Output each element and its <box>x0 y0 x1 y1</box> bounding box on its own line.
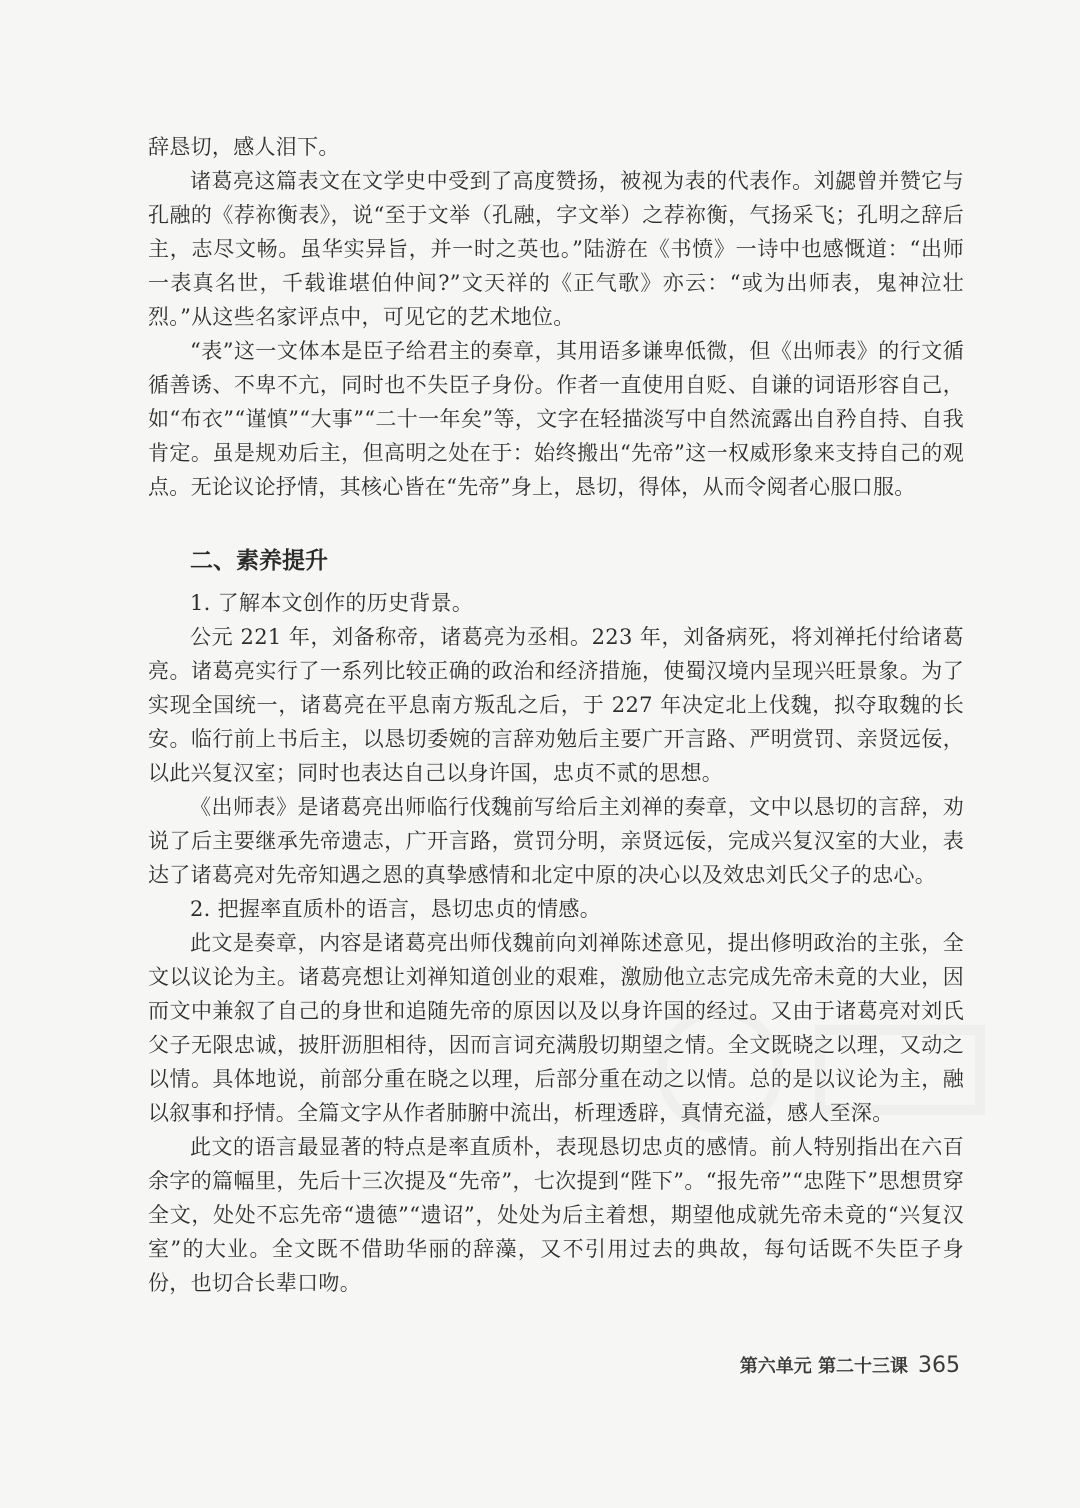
item-2-title: 2. 把握率直质朴的语言，恳切忠贞的情感。 <box>190 897 602 921</box>
page-footer <box>740 1352 960 1378</box>
paragraph-literary-praise: 诸葛亮这篇表文在文学史中受到了高度赞扬，被视为表的代表作。刘勰曾并赞它与孔融的《荐祢衡表》，说“至于文举（孔融，字文举）之荐祢衡，气扬采飞；孔明之辞后主，志尽文畅。虽华实异旨，并一时之英也。”陆游在《书愤》一诗中也感慨道：“出师一表真名世，千载谁堪伯仲间?”文天祥的《正气歌》亦云：“或为出师表，鬼神泣壮烈。”从这些名家评点中，可见它的艺术地位。 <box>148 169 964 329</box>
continued-paragraph: 辞恳切，感人泪下。 <box>148 135 340 159</box>
paragraph-language-analysis: 此文的语言最显著的特点是率直质朴，表现恳切忠贞的感情。前人特别指出在六百余字的篇幅里，先后十三次提及“先帝”，七次提到“陛下”。“报先帝”“忠陛下”思想贯穿全文，处处不忘先帝“遗德”“遗诏”，处处为后主着想，期望他成就先帝未竟的“兴复汉室”的大业。全文既不借助华丽的辞藻，又不引用过去的典故，每句话既不失臣子身份，也切合长辈口吻。 <box>148 1135 964 1295</box>
paragraph-content-analysis: 此文是奏章，内容是诸葛亮出师伐魏前向刘禅陈述意见，提出修明政治的主张，全文以议论为主。诸葛亮想让刘禅知道创业的艰难，激励他立志完成先帝未竟的大业，因而文中兼叙了自己的身世和追随先帝的原因以及以身许国的经过。又由于诸葛亮对刘氏父子无限忠诚，披肝沥胆相待，因而言词充满殷切期望之情。全文既晓之以理，又动之以情。具体地说，前部分重在晓之以理，后部分重在动之以情。总的是以议论为主，融以叙事和抒情。全篇文字从作者肺腑中流出，析理透辟，真情充溢，感人至深。 <box>148 931 964 1125</box>
section-heading: 二、素养提升 <box>190 548 328 574</box>
body-text-lower <box>148 586 964 1300</box>
paragraph-genre-analysis: “表”这一文体本是臣子给君主的奏章，其用语多谦卑低微，但《出师表》的行文循循善诱、不卑不亢，同时也不失臣子身份。作者一直使用自贬、自谦的词语形容自己，如“布衣”“谨慎”“大事”“二十一年矣”等，文字在轻描淡写中自然流露出自矜自持、自我肯定。虽是规劝后主，但高明之处在于：始终搬出“先帝”这一权威形象来支持自己的观点。无论议论抒情，其核心皆在“先帝”身上，恳切，得体，从而令阅者心服口服。 <box>148 339 964 499</box>
page-number: 365 <box>918 1353 960 1378</box>
paragraph-memorial-summary: 《出师表》是诸葛亮出师临行伐魏前写给后主刘禅的奏章，文中以恳切的言辞，劝说了后主要继承先帝遗志，广开言路，赏罚分明，亲贤远佞，完成兴复汉室的大业，表达了诸葛亮对先帝知遇之恩的真挚感情和北定中原的决心以及效忠刘氏父子的忠心。 <box>148 795 964 887</box>
item-1-title: 1. 了解本文创作的历史背景。 <box>190 591 474 615</box>
paragraph-historical-background: 公元 221 年，刘备称帝，诸葛亮为丞相。223 年，刘备病死，将刘禅托付给诸葛亮。诸葛亮实行了一系列比较正确的政治和经济措施，使蜀汉境内呈现兴旺景象。为了实现全国统一，诸葛亮在平息南方叛乱之后，于 227 年决定北上伐魏，拟夺取魏的长安。临行前上书后主，以恳切委婉的言辞劝勉后主要广开言路、严明赏罚、亲贤远佞，以此兴复汉室；同时也表达自己以身许国，忠贞不贰的思想。 <box>148 625 964 785</box>
unit-lesson-label: 第六单元 第二十三课 <box>739 1356 908 1377</box>
body-text-upper <box>148 130 964 504</box>
